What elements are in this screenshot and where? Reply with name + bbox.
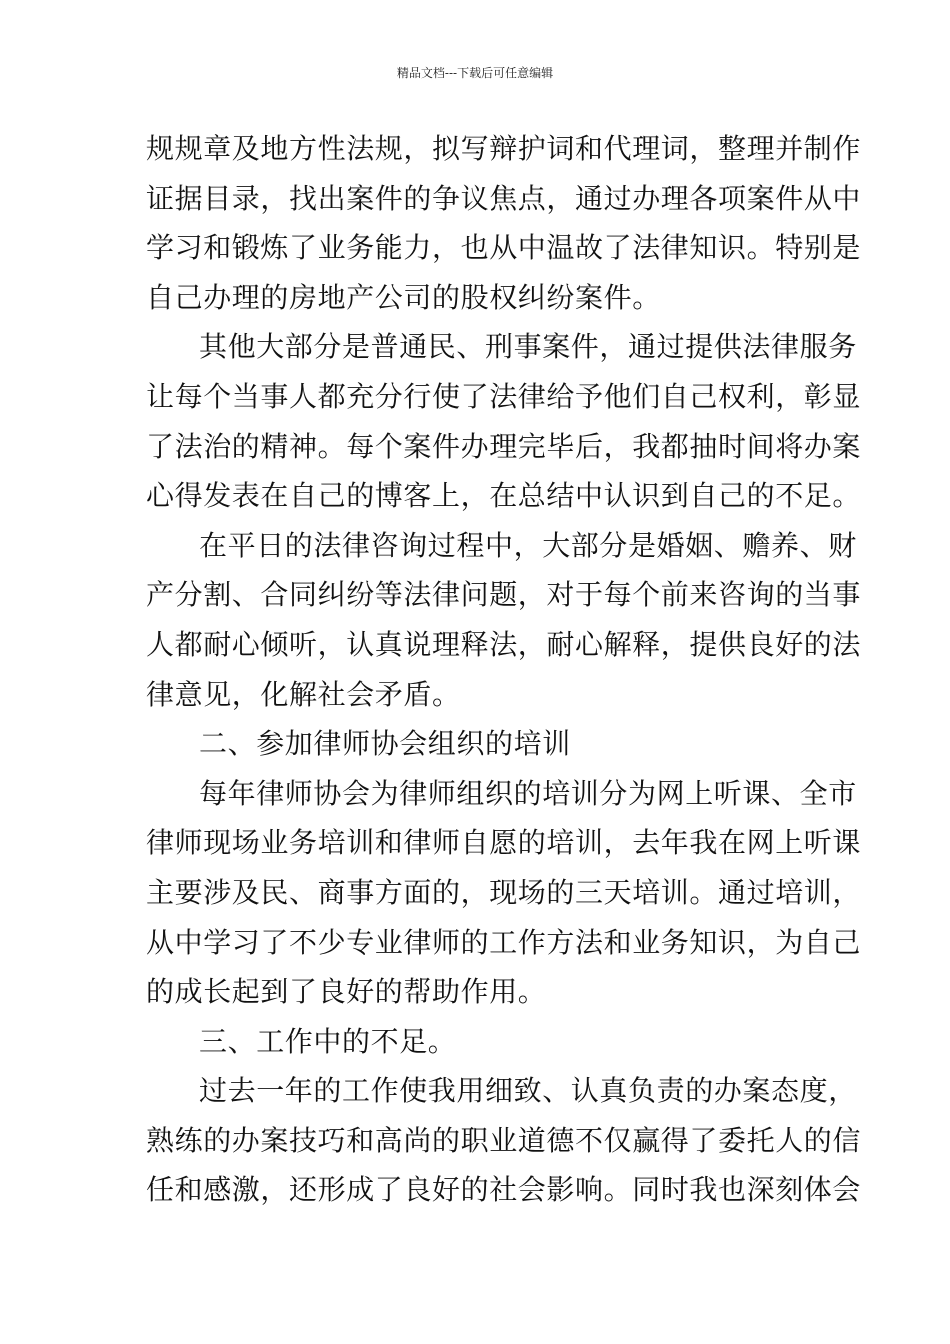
- paragraph-first-line: 在平日的法律咨询过程中，大部分是婚姻、赡养、财: [199, 528, 857, 562]
- paragraph-first-line: 过去一年的工作使我用细致、认真负责的办案态度，: [199, 1074, 857, 1108]
- text-line: 律师现场业务培训和律师自愿的培训，去年我在网上听课: [146, 826, 862, 860]
- text-line: 证据目录，找出案件的争议焦点，通过办理各项案件从中: [146, 181, 862, 215]
- text-line: 产分割、合同纠纷等法律问题，对于每个前来咨询的当事: [146, 578, 862, 612]
- text-line: 任和感激，还形成了良好的社会影响。同时我也深刻体会: [146, 1173, 862, 1207]
- text-line: 学习和锻炼了业务能力，也从中温故了法律知识。特别是: [146, 231, 862, 265]
- text-line: 自己办理的房地产公司的股权纠纷案件。: [146, 280, 661, 314]
- text-line: 的成长起到了良好的帮助作用。: [146, 975, 547, 1009]
- document-body: [146, 124, 862, 1215]
- section-heading: 三、工作中的不足。: [199, 1024, 457, 1058]
- text-line: 让每个当事人都充分行使了法律给予他们自己权利，彰显: [146, 379, 862, 413]
- paragraph-first-line: 其他大部分是普通民、刑事案件，通过提供法律服务: [199, 330, 857, 364]
- paragraph-first-line: 每年律师协会为律师组织的培训分为网上听课、全市: [199, 776, 857, 810]
- text-line: 律意见，化解社会矛盾。: [146, 677, 461, 711]
- text-line: 主要涉及民、商事方面的，现场的三天培训。通过培训，: [146, 875, 862, 909]
- text-line: 规规章及地方性法规，拟写辩护词和代理词，整理并制作: [146, 132, 862, 165]
- page-header: 精品文档---下载后可任意编辑: [396, 66, 554, 80]
- text-line: 熟练的办案技巧和高尚的职业道德不仅赢得了委托人的信: [146, 1123, 862, 1157]
- text-line: 人都耐心倾听，认真说理释法，耐心解释，提供良好的法: [146, 627, 862, 661]
- text-line: 从中学习了不少专业律师的工作方法和业务知识，为自己: [146, 925, 862, 959]
- text-line: 心得发表在自己的博客上，在总结中认识到自己的不足。: [146, 479, 862, 513]
- text-line: 了法治的精神。每个案件办理完毕后，我都抽时间将办案: [146, 429, 862, 463]
- section-heading: 二、参加律师协会组织的培训: [199, 727, 571, 761]
